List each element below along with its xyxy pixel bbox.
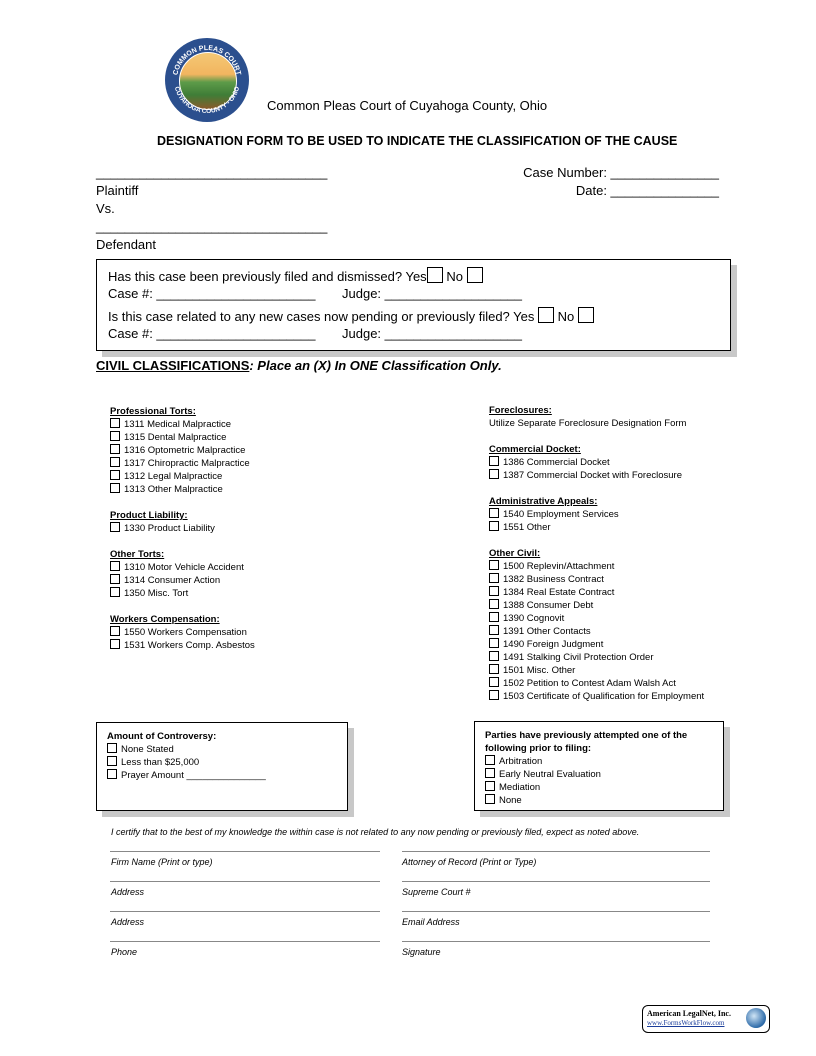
signature-label: Signature (402, 947, 441, 957)
foreclosure-note: Utilize Separate Foreclosure Designation Form (489, 418, 687, 429)
right-classifications (489, 404, 704, 703)
checkbox[interactable] (489, 573, 499, 583)
list-item[interactable]: 1531 Workers Comp. Asbestos (110, 639, 255, 652)
checkbox[interactable] (485, 755, 495, 765)
related-case-number[interactable]: Case #: ______________________ (108, 326, 316, 341)
signature-line[interactable] (402, 851, 710, 852)
seal-bottom-text: CUYAHOGA COUNTY - OHIO (172, 85, 242, 116)
list-item[interactable]: Early Neutral Evaluation (485, 768, 687, 781)
plaintiff-line[interactable]: ________________________________ (96, 165, 328, 180)
checkbox[interactable] (107, 743, 117, 753)
prior-case-number[interactable]: Case #: ______________________ (108, 286, 316, 301)
signature-line[interactable] (110, 941, 380, 942)
list-item[interactable]: 1382 Business Contract (489, 573, 704, 586)
case-number-field[interactable]: Case Number: _______________ (523, 165, 719, 180)
group-title: Product Liability: (110, 510, 188, 521)
attorney-label: Attorney of Record (Print or Type) (402, 857, 537, 867)
checkbox[interactable] (110, 561, 120, 571)
svg-text:COMMON PLEAS COURT (172, 45, 241, 77)
list-item[interactable]: 1310 Motor Vehicle Accident (110, 561, 255, 574)
checkbox[interactable] (489, 521, 499, 531)
checkbox[interactable] (489, 664, 499, 674)
prior-judge[interactable]: Judge: ___________________ (342, 286, 523, 301)
address-label-2: Address (111, 917, 145, 927)
list-item[interactable]: 1387 Commercial Docket with Foreclosure (489, 469, 704, 482)
list-item[interactable]: 1350 Misc. Tort (110, 587, 255, 600)
signature-line[interactable] (110, 911, 380, 912)
checkbox[interactable] (489, 469, 499, 479)
prior-filed-yes-checkbox[interactable] (427, 267, 443, 283)
checkbox[interactable] (110, 457, 120, 467)
checkbox[interactable] (107, 756, 117, 766)
list-item[interactable]: 1317 Chiropractic Malpractice (110, 457, 255, 470)
list-item[interactable]: 1313 Other Malpractice (110, 483, 255, 496)
prior-filed-no-checkbox[interactable] (467, 267, 483, 283)
list-item[interactable]: 1386 Commercial Docket (489, 456, 704, 469)
globe-icon (746, 1008, 766, 1028)
prior-filed-no-label: No (446, 269, 463, 284)
left-classifications (110, 405, 255, 652)
list-item[interactable]: 1388 Consumer Debt (489, 599, 704, 612)
prior-filed-question: Has this case been previously filed and dismissed? Yes No (108, 267, 483, 284)
list-item[interactable]: 1540 Employment Services (489, 508, 704, 521)
group-title: Workers Compensation: (110, 614, 220, 625)
adr-title-2: following prior to filing: (485, 743, 592, 754)
list-item[interactable]: 1390 Cognovit (489, 612, 704, 625)
email-label: Email Address (402, 917, 460, 927)
supreme-court-label: Supreme Court # (402, 887, 471, 897)
group-title: Professional Torts: (110, 406, 196, 417)
certification-text: I certify that to the best of my knowledge the within case is not related to any now pending or previously filed, expect as noted above. (111, 827, 640, 837)
plaintiff-label: Plaintiff (96, 183, 139, 198)
group-title: Administrative Appeals: (489, 496, 598, 507)
checkbox[interactable] (489, 456, 499, 466)
checkbox[interactable] (489, 651, 499, 661)
amount-controversy-box (96, 722, 348, 811)
list-item[interactable]: 1503 Certificate of Qualification for Employment (489, 690, 704, 703)
list-item[interactable]: 1312 Legal Malpractice (110, 470, 255, 483)
list-item[interactable]: 1391 Other Contacts (489, 625, 704, 638)
signature-line[interactable] (110, 851, 380, 852)
checkbox[interactable] (110, 444, 120, 454)
checkbox[interactable] (489, 560, 499, 570)
checkbox[interactable] (489, 586, 499, 596)
related-yes-checkbox[interactable] (538, 307, 554, 323)
checkbox[interactable] (110, 470, 120, 480)
list-item[interactable]: 1500 Replevin/Attachment (489, 560, 704, 573)
signature-line[interactable] (402, 911, 710, 912)
list-item[interactable]: 1316 Optometric Malpractice (110, 444, 255, 457)
group-title: Other Civil: (489, 548, 541, 559)
list-item[interactable]: Mediation (485, 781, 687, 794)
adr-title-1: Parties have previously attempted one of the (485, 730, 688, 741)
checkbox[interactable] (110, 483, 120, 493)
controversy-title: Amount of Controversy: (107, 731, 217, 742)
related-no-label: No (557, 309, 575, 324)
checkbox[interactable] (110, 522, 120, 532)
checkbox[interactable] (107, 769, 117, 779)
checkbox[interactable] (110, 639, 120, 649)
signature-line[interactable] (110, 881, 380, 882)
phone-label: Phone (111, 947, 138, 957)
form-title: DESIGNATION FORM TO BE USED TO INDICATE THE CLASSIFICATION OF THE CAUSE (157, 134, 678, 148)
defendant-label: Defendant (96, 237, 156, 252)
checkbox[interactable] (489, 690, 499, 700)
footer-url[interactable]: www.FormsWorkFlow.com (647, 1019, 725, 1027)
checkbox[interactable] (489, 599, 499, 609)
list-item[interactable]: 1330 Product Liability (110, 522, 255, 535)
checkbox[interactable] (485, 794, 495, 804)
checkbox[interactable] (110, 626, 120, 636)
list-item[interactable]: 1384 Real Estate Contract (489, 586, 704, 599)
prior-case-box (96, 259, 731, 351)
related-case-question: Is this case related to any new cases now pending or previously filed? Yes No (108, 307, 594, 324)
group-title: Foreclosures: (489, 405, 552, 416)
related-no-checkbox[interactable] (578, 307, 594, 323)
list-item[interactable]: 1315 Dental Malpractice (110, 431, 255, 444)
footer-logo (642, 1005, 770, 1033)
checkbox[interactable] (110, 574, 120, 584)
list-item[interactable]: 1501 Misc. Other (489, 664, 704, 677)
signature-line[interactable] (402, 881, 710, 882)
checkbox[interactable] (110, 418, 120, 428)
list-item[interactable]: Arbitration (485, 755, 687, 768)
checkbox[interactable] (489, 612, 499, 622)
checkbox[interactable] (485, 781, 495, 791)
group-title: Other Torts: (110, 549, 165, 560)
list-item[interactable]: 1490 Foreign Judgment (489, 638, 704, 651)
list-item[interactable]: 1502 Petition to Contest Adam Walsh Act (489, 677, 704, 690)
group-title: Commercial Docket: (489, 444, 581, 455)
address-label: Address (111, 887, 145, 897)
checkbox[interactable] (489, 677, 499, 687)
list-item[interactable]: None Stated (107, 743, 266, 756)
signature-line[interactable] (402, 941, 710, 942)
checkbox[interactable] (489, 638, 499, 648)
footer-brand: American LegalNet, Inc. (647, 1009, 731, 1018)
firm-name-label: Firm Name (Print or type) (111, 857, 213, 867)
court-seal (165, 38, 249, 122)
court-name: Common Pleas Court of Cuyahoga County, Ohio (267, 98, 548, 113)
list-item[interactable]: 1491 Stalking Civil Protection Order (489, 651, 704, 664)
list-item[interactable]: 1311 Medical Malpractice (110, 418, 255, 431)
related-judge[interactable]: Judge: ___________________ (342, 326, 523, 341)
checkbox[interactable] (489, 625, 499, 635)
adr-box (474, 721, 724, 811)
list-item[interactable]: None (485, 794, 687, 807)
vs-label: Vs. (96, 201, 115, 216)
list-item[interactable]: 1550 Workers Compensation (110, 626, 255, 639)
list-item[interactable]: 1551 Other (489, 521, 704, 534)
civil-classifications-heading: CIVIL CLASSIFICATIONS: Place an (X) In ONE Classification Only. (96, 358, 502, 373)
svg-text:CUYAHOGA COUNTY - OHIO (173, 86, 241, 115)
checkbox[interactable] (110, 431, 120, 441)
seal-top-text: COMMON PLEAS COURT (172, 44, 242, 76)
checkbox[interactable] (110, 587, 120, 597)
list-item[interactable]: Prayer Amount _______________ (107, 769, 266, 782)
list-item[interactable]: Less than $25,000 (107, 756, 266, 769)
checkbox[interactable] (489, 508, 499, 518)
date-field[interactable]: Date: _______________ (575, 183, 719, 198)
list-item[interactable]: 1314 Consumer Action (110, 574, 255, 587)
checkbox[interactable] (485, 768, 495, 778)
defendant-line[interactable]: ________________________________ (96, 219, 328, 234)
